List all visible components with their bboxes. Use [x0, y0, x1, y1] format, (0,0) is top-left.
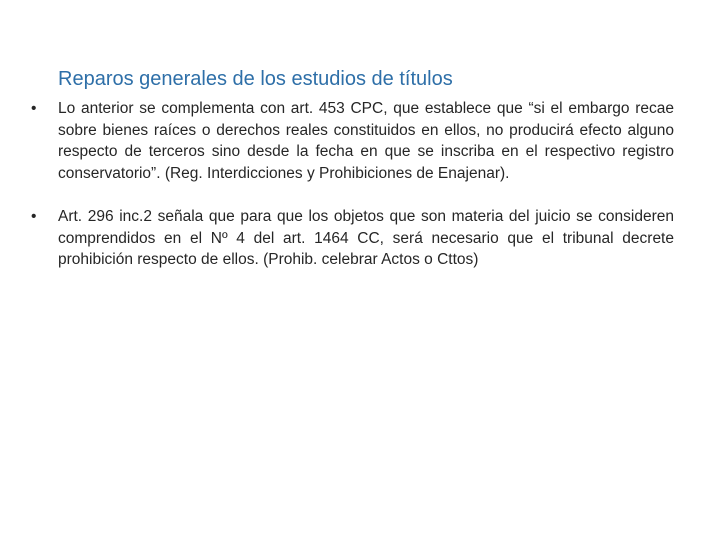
- bullet-list: [28, 98, 674, 291]
- bullet-text: Lo anterior se complementa con art. 453 CPC, que establece que “si el embargo recae sobre bienes raíces o derechos reales constituidos en ellos, no producirá efecto alguno respecto de terceros sino desde la fecha en que se inscriba en el respectivo registro conservatorio”. (Reg. Interdicciones y Prohibiciones de Enajenar).: [58, 100, 674, 182]
- slide-title: Reparos generales de los estudios de títulos: [58, 68, 453, 90]
- bullet-item: [28, 206, 674, 271]
- bullet-text: Art. 296 inc.2 señala que para que los objetos que son materia del juicio se consideren comprendidos en el Nº 4 del art. 1464 CC, será necesario que el tribunal decrete prohibición respecto de ellos. (Prohib. celebrar Actos o Cttos): [58, 208, 674, 268]
- bullet-marker: •: [31, 100, 37, 117]
- bullet-marker: •: [31, 208, 37, 225]
- bullet-item: [28, 98, 674, 184]
